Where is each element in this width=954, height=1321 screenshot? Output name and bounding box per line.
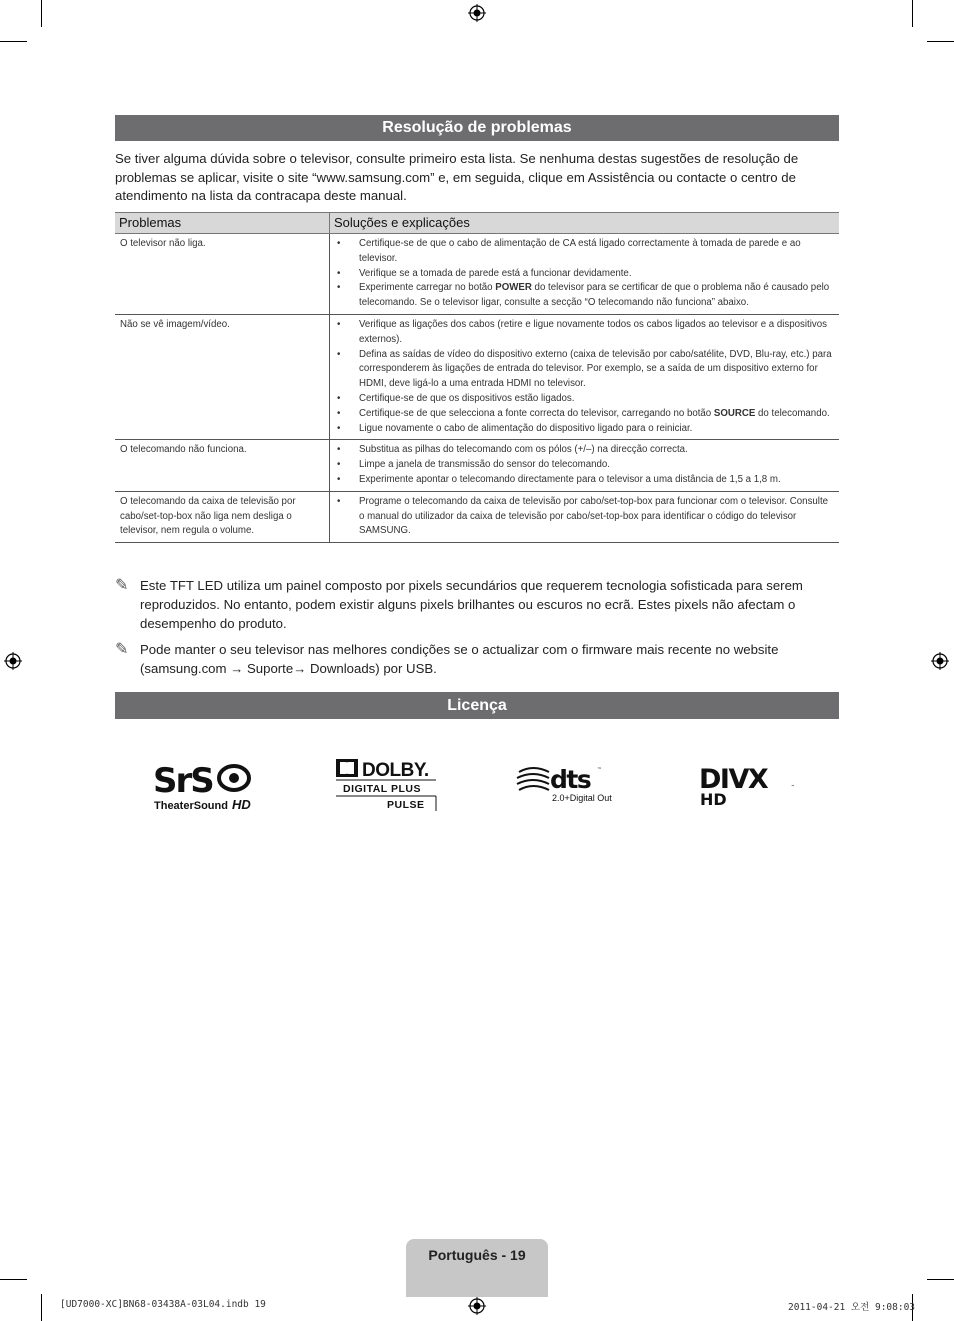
- section-title-license: Licença: [115, 692, 839, 719]
- table-header-row: [115, 213, 839, 234]
- list-item: • Experimente apontar o telecomando directamente para o televisor a uma distância de 1,5 a 1,8 m.: [359, 473, 835, 488]
- table-row: [115, 491, 839, 542]
- srs-theatersound-hd-logo: [153, 761, 257, 813]
- list-item: • Substitua as pilhas do telecomando com os pólos (+/–) na direcção correcta.: [359, 443, 835, 458]
- crop-mark: [41, 0, 42, 27]
- table-row: [115, 314, 839, 439]
- table-row: [115, 234, 839, 315]
- note-pixels: [115, 576, 815, 633]
- note-text: Pode manter o seu televisor nas melhores condições se o actualizar com o firmware mais recente no website (samsung.com → Suporte→ Downloads) por USB.: [140, 642, 779, 676]
- column-header-solutions: Soluções e explicações: [330, 213, 840, 234]
- divx-logo-text: DIVX: [699, 764, 768, 795]
- list-item: • Experimente carregar no botão POWER do televisor para se certificar de que o problema não é causado pelo telecomando. Se o televisor ligar, consulte a secção “O telecomando não funciona” abaixo.: [359, 281, 835, 311]
- crop-mark: [927, 1279, 954, 1280]
- solutions-cell: [330, 440, 840, 491]
- column-header-problems: Problemas: [115, 213, 330, 234]
- print-slug-right: 2011-04-21 오전 9:08:03: [788, 1302, 916, 1313]
- list-item: • Certifique-se de que selecciona a fonte correcta do televisor, carregando no botão SOURCE do telecomando.: [359, 407, 835, 422]
- solutions-list: [335, 318, 835, 436]
- intro-paragraph: Se tiver alguma dúvida sobre o televisor, consulte primeiro esta lista. Se nenhuma destas sugestões de resolução de problemas se aplicar, visite o site “www.samsung.com” e, em seguida, clique em Assistência ou contacte o centro de atendimento na lista da contracapa deste manual.: [115, 151, 799, 203]
- dolby-digital-plus-pulse-logo: [335, 757, 439, 813]
- dolby-logo-line2: PULSE: [387, 799, 425, 811]
- pencil-note-icon: ✎: [115, 641, 129, 658]
- srs-logo-sub1: TheaterSound: [154, 800, 228, 812]
- print-slug-left: [UD7000-XC]BN68-03438A-03L04.indb 19: [60, 1299, 266, 1310]
- registration-mark-icon: [468, 4, 486, 22]
- dts-logo-sub: 2.0+Digital Out: [552, 793, 612, 803]
- list-item: • Certifique-se de que os dispositivos estão ligados.: [359, 392, 835, 407]
- note-firmware: [115, 640, 815, 678]
- table-row: [115, 440, 839, 491]
- problem-cell: O telecomando não funciona.: [115, 440, 330, 491]
- dts-logo-tm: ™: [597, 767, 602, 773]
- divx-logo-sub: HD: [700, 790, 727, 807]
- problem-cell: Não se vê imagem/vídeo.: [115, 314, 330, 439]
- list-item: • Verifique se a tomada de parede está a funcionar devidamente.: [359, 267, 835, 282]
- solutions-list: [335, 237, 835, 311]
- dts-logo-text: dts: [550, 765, 591, 794]
- crop-mark: [41, 1294, 42, 1321]
- dolby-logo-line1: DIGITAL PLUS: [343, 783, 421, 795]
- list-item: • Programe o telecomando da caixa de televisão por cabo/set-top-box para funcionar com o televisor. Consulte o manual do utilizador da caixa de televisão por cabo/set-top-box para identificar o código do televisor SAMSUNG.: [359, 495, 835, 539]
- solutions-cell: [330, 314, 840, 439]
- page-number-tab: Português - 19: [406, 1239, 548, 1297]
- registration-mark-icon: [468, 1297, 486, 1315]
- solutions-cell: [330, 491, 840, 542]
- list-item: • Limpe a janela de transmissão do sensor do telecomando.: [359, 458, 835, 473]
- dts-digital-out-logo: [515, 763, 621, 807]
- solutions-cell: [330, 234, 840, 315]
- pencil-note-icon: ✎: [115, 577, 129, 594]
- list-item: • Verifique as ligações dos cabos (retire e ligue novamente todos os cabos ligados ao televisor e a dispositivos externos).: [359, 318, 835, 348]
- srs-logo-sub2: HD: [232, 797, 251, 812]
- divx-hd-logo: [699, 763, 799, 807]
- note-text: Este TFT LED utiliza um painel composto por pixels secundários que requerem tecnologia sofisticada para serem reproduzidos. No entanto, podem existir alguns pixels brilhantes ou escuros no ecrã. Estes pixels não afectam o desempenho do produto.: [140, 578, 803, 631]
- registration-mark-icon: [4, 652, 22, 670]
- crop-mark: [0, 1279, 27, 1280]
- list-item: • Certifique-se de que o cabo de alimentação de CA está ligado correctamente à tomada de parede e ao televisor.: [359, 237, 835, 267]
- solutions-list: [335, 495, 835, 539]
- registration-mark-icon: [931, 652, 949, 670]
- problem-cell: O televisor não liga.: [115, 234, 330, 315]
- crop-mark: [0, 41, 27, 42]
- troubleshooting-table: [115, 212, 839, 543]
- srs-logo-text: SrS: [153, 761, 213, 801]
- crop-mark: [912, 0, 913, 27]
- problem-cell: O telecomando da caixa de televisão por cabo/set-top-box não liga nem desliga o televisor, nem regula o volume.: [115, 491, 330, 542]
- section-title-troubleshooting: Resolução de problemas: [115, 115, 839, 141]
- solutions-list: [335, 443, 835, 487]
- crop-mark: [927, 41, 954, 42]
- list-item: • Ligue novamente o cabo de alimentação do dispositivo ligado para o reiniciar.: [359, 422, 835, 437]
- divx-logo-tm: ™: [791, 784, 795, 789]
- license-logos: [115, 755, 839, 815]
- dolby-logo-text: DOLBY.: [362, 760, 429, 781]
- list-item: • Defina as saídas de vídeo do dispositivo externo (caixa de televisão por cabo/satélite, DVD, Blu-ray, etc.) para corresponderem às ligações de entrada do televisor. Por exemplo, se a saída de um dispositivo externo for HDMI, deve ligá-lo a uma entrada HDMI no televisor.: [359, 348, 835, 392]
